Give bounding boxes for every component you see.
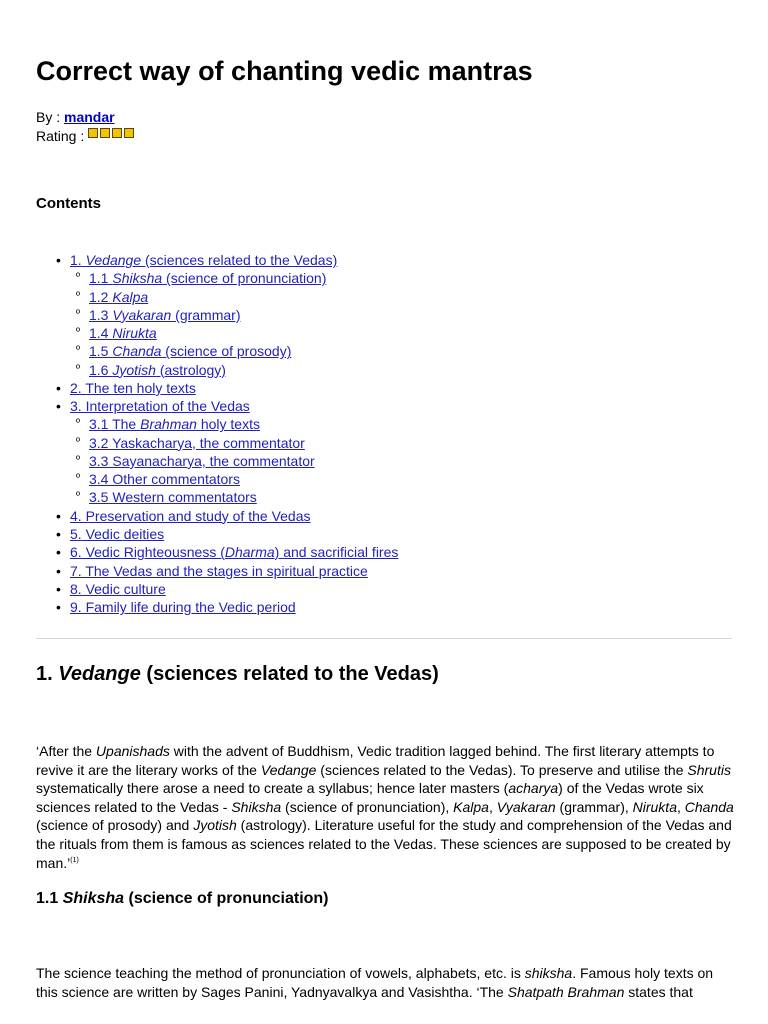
- toc-item: [56, 525, 398, 543]
- toc-link[interactable]: 4. Preservation and study of the Vedas: [70, 507, 311, 524]
- toc-item: [56, 434, 398, 452]
- toc-link[interactable]: 3.2 Yaskacharya, the commentator: [89, 434, 305, 451]
- toc-item: [56, 251, 398, 269]
- toc-item: [56, 543, 398, 561]
- toc-link[interactable]: 7. The Vedas and the stages in spiritual practice: [70, 562, 368, 579]
- rating-label: Rating :: [36, 128, 85, 144]
- toc-link[interactable]: 1. Vedange (sciences related to the Vedas): [70, 252, 338, 268]
- toc-item: [56, 470, 398, 488]
- toc-link[interactable]: 3.4 Other commentators: [89, 471, 240, 488]
- byline: [36, 108, 115, 126]
- toc-item: [56, 306, 398, 324]
- toc-link[interactable]: 9. Family life during the Vedic period: [70, 599, 296, 616]
- table-of-contents: [56, 251, 398, 616]
- toc-item: [56, 562, 398, 580]
- toc-item: [56, 361, 398, 379]
- star-icon: [88, 128, 98, 138]
- toc-link[interactable]: 8. Vedic culture: [70, 580, 166, 597]
- by-label: By :: [36, 109, 65, 125]
- section-paragraph-vedange: ‘After the Upanishads with the advent of Buddhism, Vedic tradition lagged behind. The first literary attempts to revive it are the literary works of the Vedange (sciences related to the Vedas). To preserve and utilise the Shrutis systematically there arose a need to create a syllabus; hence later masters (acharya) of the Vedas wrote six sciences related to the Vedas - Shiksha (science of pronunciation), Kalpa, Vyakaran (grammar), Nirukta, Chanda (science of prosody) and Jyotish (astrology). Literature useful for the study and comprehension of the Vedas and the rituals from them is famous as sciences related to the Vedas. These sciences are supposed to be created by man.’$^{(1)}$: [36, 743, 734, 871]
- toc-link[interactable]: 3.3 Sayanacharya, the commentator: [89, 452, 315, 469]
- toc-link[interactable]: 3.5 Western commentators: [89, 489, 257, 506]
- star-icon: [112, 128, 122, 138]
- star-icon: [100, 128, 110, 138]
- toc-item: [56, 488, 398, 506]
- section-heading-vedange: 1. Vedange (sciences related to the Vedas): [36, 663, 439, 685]
- toc-link[interactable]: 5. Vedic deities: [70, 525, 165, 542]
- divider: [36, 638, 732, 639]
- toc-item: [56, 324, 398, 342]
- toc-link[interactable]: 6. Vedic Righteousness (Dharma) and sacrificial fires: [70, 544, 399, 561]
- author-link[interactable]: mandar: [64, 109, 115, 125]
- subsection-heading-shiksha: 1.1 Shiksha (science of pronunciation): [36, 890, 329, 907]
- toc-item: [56, 415, 398, 433]
- toc-link[interactable]: 1.3 Vyakaran (grammar): [89, 306, 241, 323]
- section-paragraph-shiksha: The science teaching the method of pronunciation of vowels, alphabets, etc. is shiksha. Famous holy texts on this science are written by Sages Panini, Yadnyavalkya and Vasishtha. ‘The Shatpath Brahman states that: [36, 965, 714, 1000]
- toc-link[interactable]: 1.4 Nirukta: [89, 325, 157, 342]
- contents-heading: Contents: [36, 195, 101, 212]
- toc-item: [56, 379, 398, 397]
- toc-item: [56, 507, 398, 525]
- toc-item: [56, 269, 398, 287]
- page-title: Correct way of chanting vedic mantras: [36, 56, 533, 86]
- toc-link[interactable]: 3.1 The Brahman holy texts: [89, 416, 260, 433]
- toc-link[interactable]: 3. Interpretation of the Vedas: [70, 398, 250, 415]
- footnote-ref: (1): [70, 856, 79, 864]
- toc-link[interactable]: 1.6 Jyotish (astrology): [89, 361, 226, 378]
- toc-link[interactable]: 2. The ten holy texts: [70, 379, 196, 396]
- toc-item: [56, 598, 398, 616]
- toc-link[interactable]: 1.2 Kalpa: [89, 288, 149, 305]
- rating-stars: [88, 128, 134, 138]
- toc-link[interactable]: 1.1 Shiksha (science of pronunciation): [89, 270, 327, 287]
- rating: [36, 127, 134, 145]
- toc-item: [56, 342, 398, 360]
- toc-item: [56, 452, 398, 470]
- star-icon: [124, 128, 134, 138]
- toc-item: [56, 397, 398, 415]
- toc-item: [56, 580, 398, 598]
- toc-item: [56, 288, 398, 306]
- toc-link[interactable]: 1.5 Chanda (science of prosody): [89, 343, 292, 360]
